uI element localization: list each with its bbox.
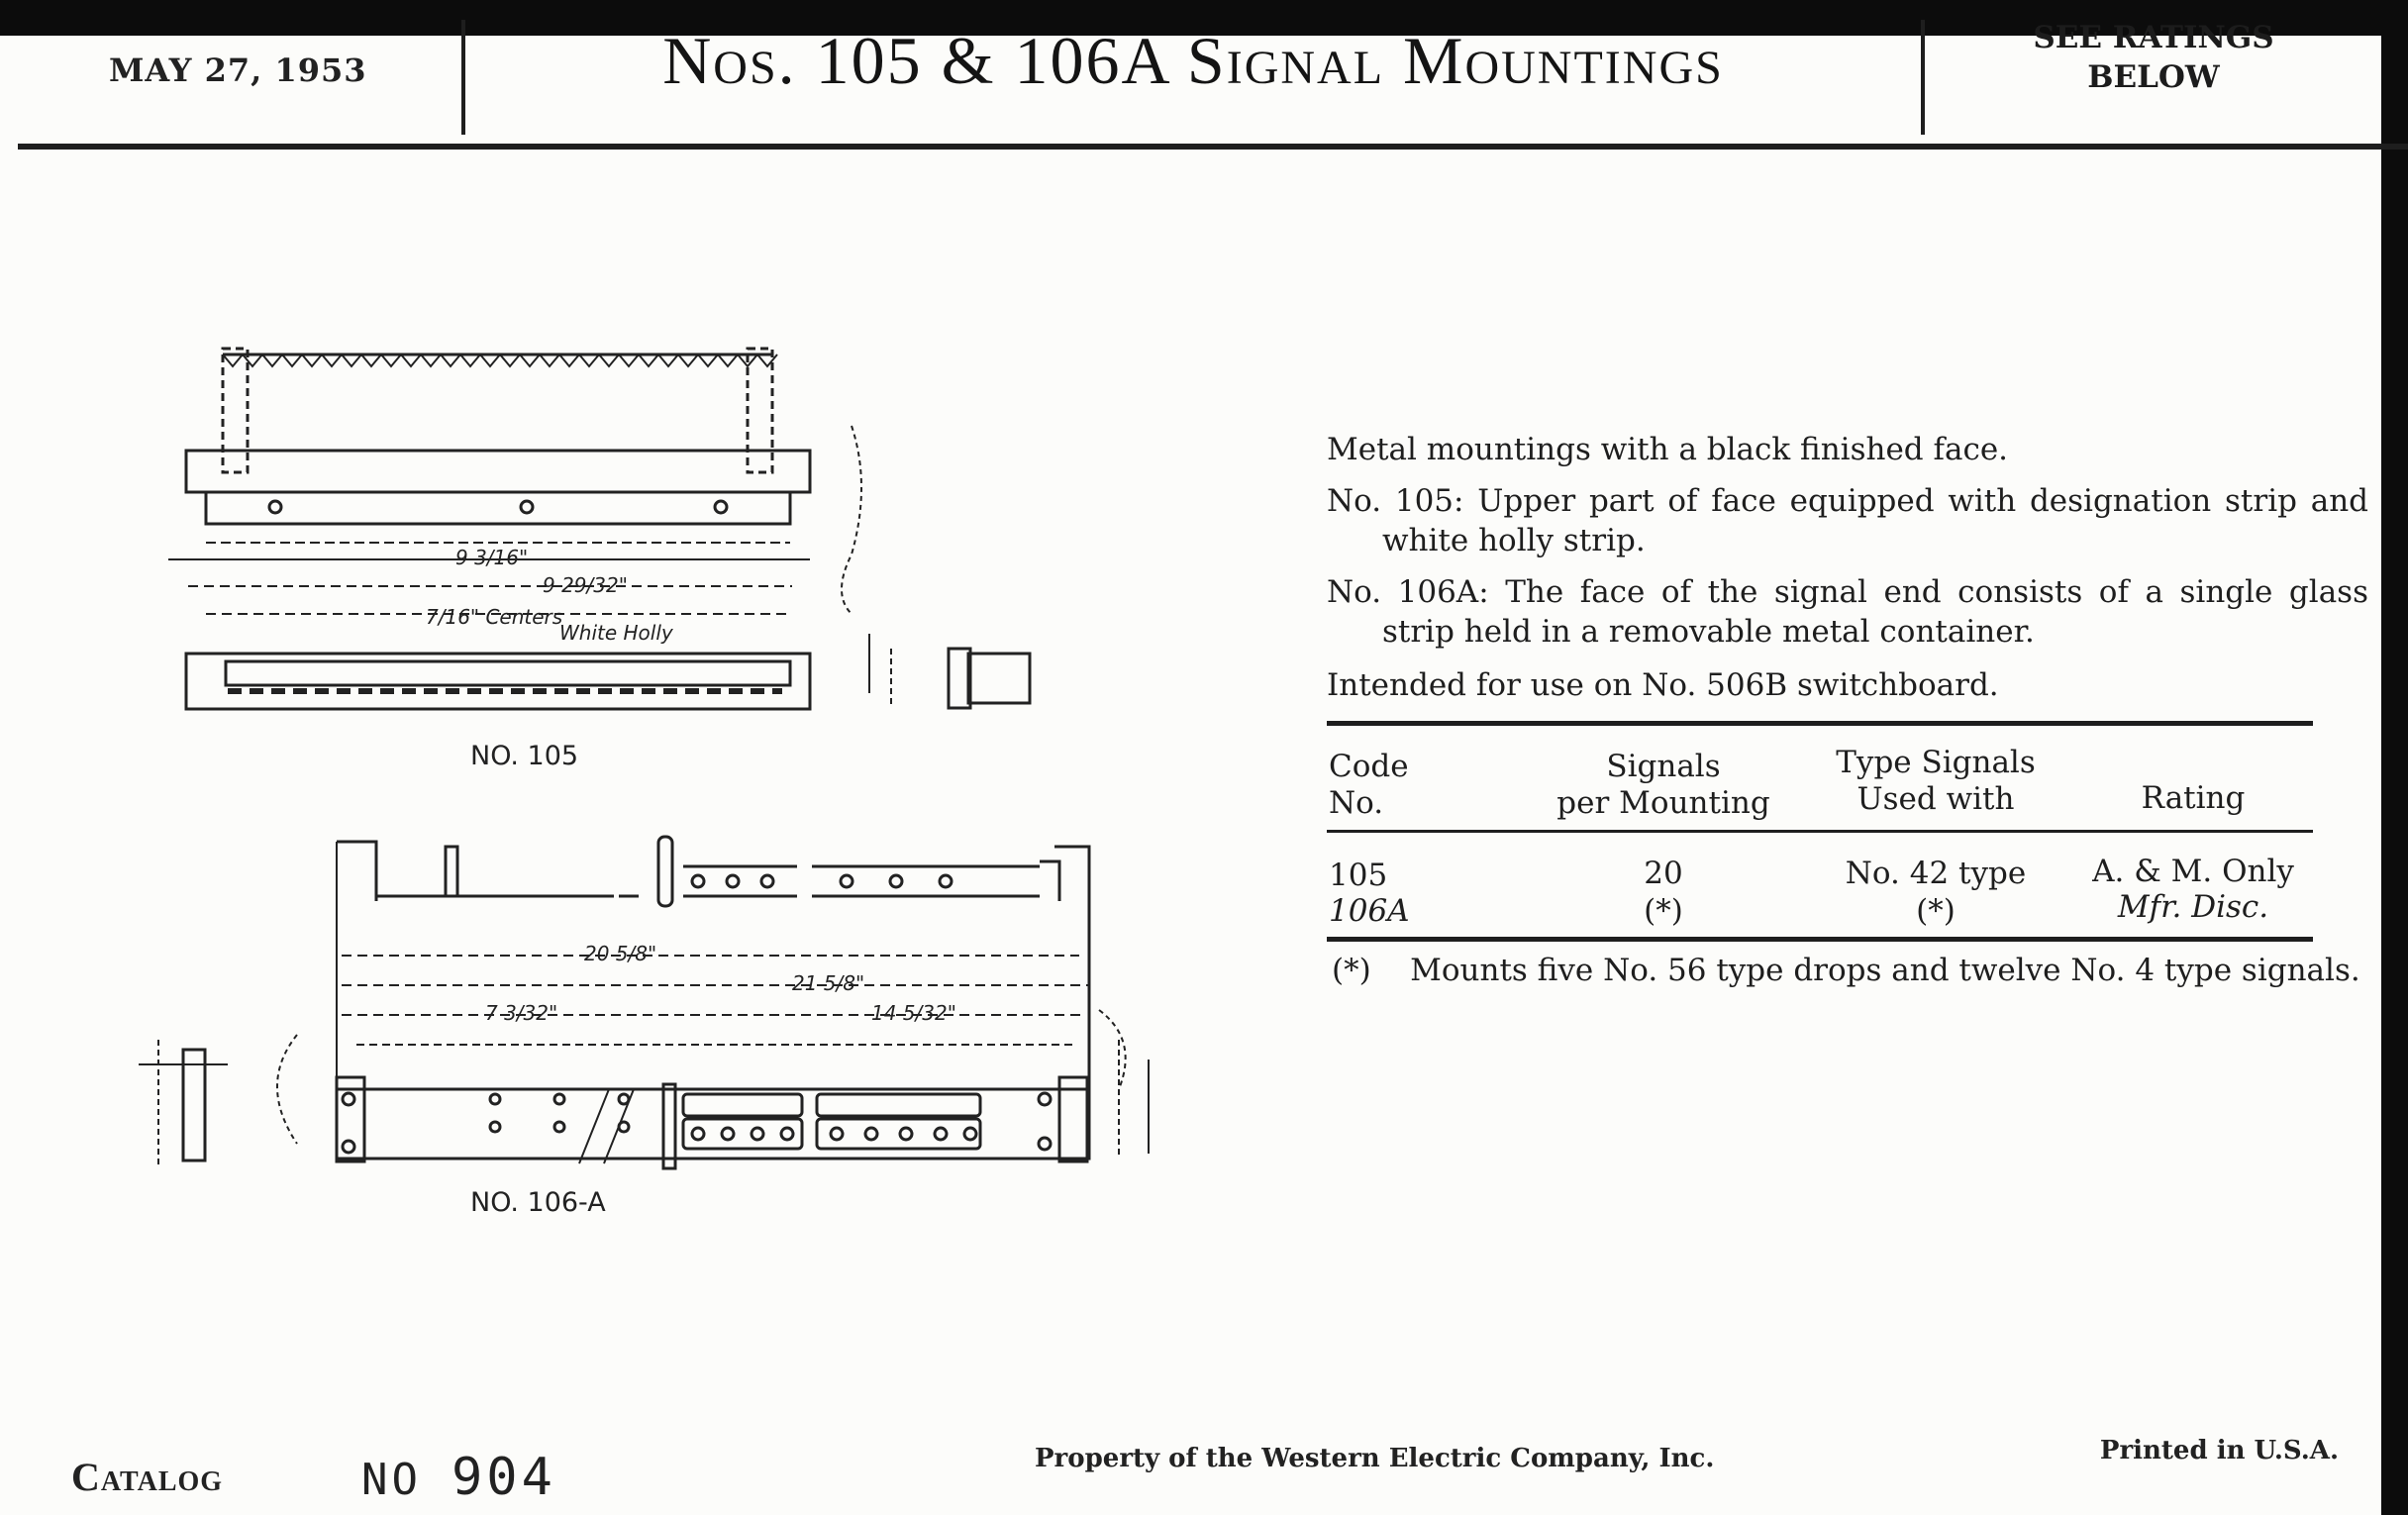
footnote-mark: (*): [1332, 953, 1371, 988]
ratings-line-1: SEE RATINGS: [2033, 20, 2274, 55]
technical-drawings: [0, 0, 1317, 1287]
table-top-rule: [1327, 721, 2313, 726]
cell-type: No. 42 type: [1845, 856, 2027, 891]
description-106a-label: No. 106A:: [1327, 574, 1489, 610]
dim-20-5-8: 20 5/8": [584, 942, 657, 965]
th-code-line1: Code: [1329, 749, 1409, 784]
description-intended: Intended for use on No. 506B switchboard.: [1327, 667, 1999, 703]
cell-signals: (*): [1644, 893, 1683, 929]
ratings-note: [1941, 18, 2366, 97]
ratings-line-2: BELOW: [2087, 59, 2220, 95]
cell-signals: 20: [1644, 856, 1683, 891]
header-divider-right: [1921, 20, 1925, 135]
description-intro: Metal mountings with a black finished face.: [1327, 432, 2009, 467]
dim-9-29-32: 9 29/32": [543, 573, 628, 597]
catalog-no-value: 904: [451, 1448, 556, 1507]
th-rating: Rating: [2141, 780, 2246, 816]
drawing-105: [168, 349, 1030, 709]
description-106a-text: The face of the signal end consists of a single glass strip held in a removable metal container.: [1382, 574, 2368, 650]
th-type-line1: Type Signals: [1836, 745, 2036, 780]
footnote-text: Mounts five No. 56 type drops and twelve No. 4 type signals.: [1410, 953, 2360, 988]
dim-white-holly: White Holly: [559, 621, 673, 645]
th-code: [1329, 749, 1409, 822]
printed-notice: Printed in U.S.A.: [2099, 1436, 2339, 1465]
catalog-no-label: NO: [361, 1455, 422, 1505]
th-code-line2: No.: [1329, 785, 1384, 821]
drawing-106a: [139, 837, 1149, 1168]
description-105-label: No. 105:: [1327, 483, 1464, 519]
table-bottom-rule: [1327, 937, 2313, 942]
catalog-label: Catalog: [71, 1455, 224, 1499]
cell-rating: A. & M. Only: [2092, 854, 2294, 889]
th-signals: [1525, 749, 1802, 822]
th-type: [1812, 745, 2059, 818]
catalog-number: [361, 1448, 556, 1507]
caption-no-105: NO. 105: [470, 741, 579, 771]
page-date: MAY 27, 1953: [109, 51, 367, 89]
th-type-line2: Used with: [1856, 781, 2015, 817]
page-title: Nos. 105 & 106A Signal Mountings: [662, 23, 1724, 98]
cell-code: 106A: [1329, 893, 1410, 929]
description-106a: [1327, 572, 2368, 652]
description-105-text: Upper part of face equipped with designation strip and white holly strip.: [1382, 483, 2368, 558]
dim-21-5-8: 21 5/8": [792, 971, 865, 995]
cell-rating: Mfr. Disc.: [2117, 889, 2269, 925]
dim-7-3-32: 7 3/32": [485, 1001, 558, 1025]
table-footnote: [1332, 951, 2408, 990]
th-signals-line1: Signals: [1606, 749, 1721, 784]
table-header-rule: [1327, 830, 2313, 833]
th-signals-line2: per Mounting: [1556, 785, 1770, 821]
dim-centers: 7/16" Centers: [426, 605, 563, 629]
dim-9-3-16: 9 3/16": [455, 546, 529, 569]
dim-14-5-32: 14 5/32": [871, 1001, 956, 1025]
description-105: [1327, 481, 2368, 560]
property-notice: Property of the Western Electric Company, Inc.: [1035, 1444, 1715, 1473]
cell-type: (*): [1916, 893, 1956, 929]
cell-code: 105: [1329, 858, 1388, 893]
caption-no-106a: NO. 106-A: [470, 1187, 606, 1218]
